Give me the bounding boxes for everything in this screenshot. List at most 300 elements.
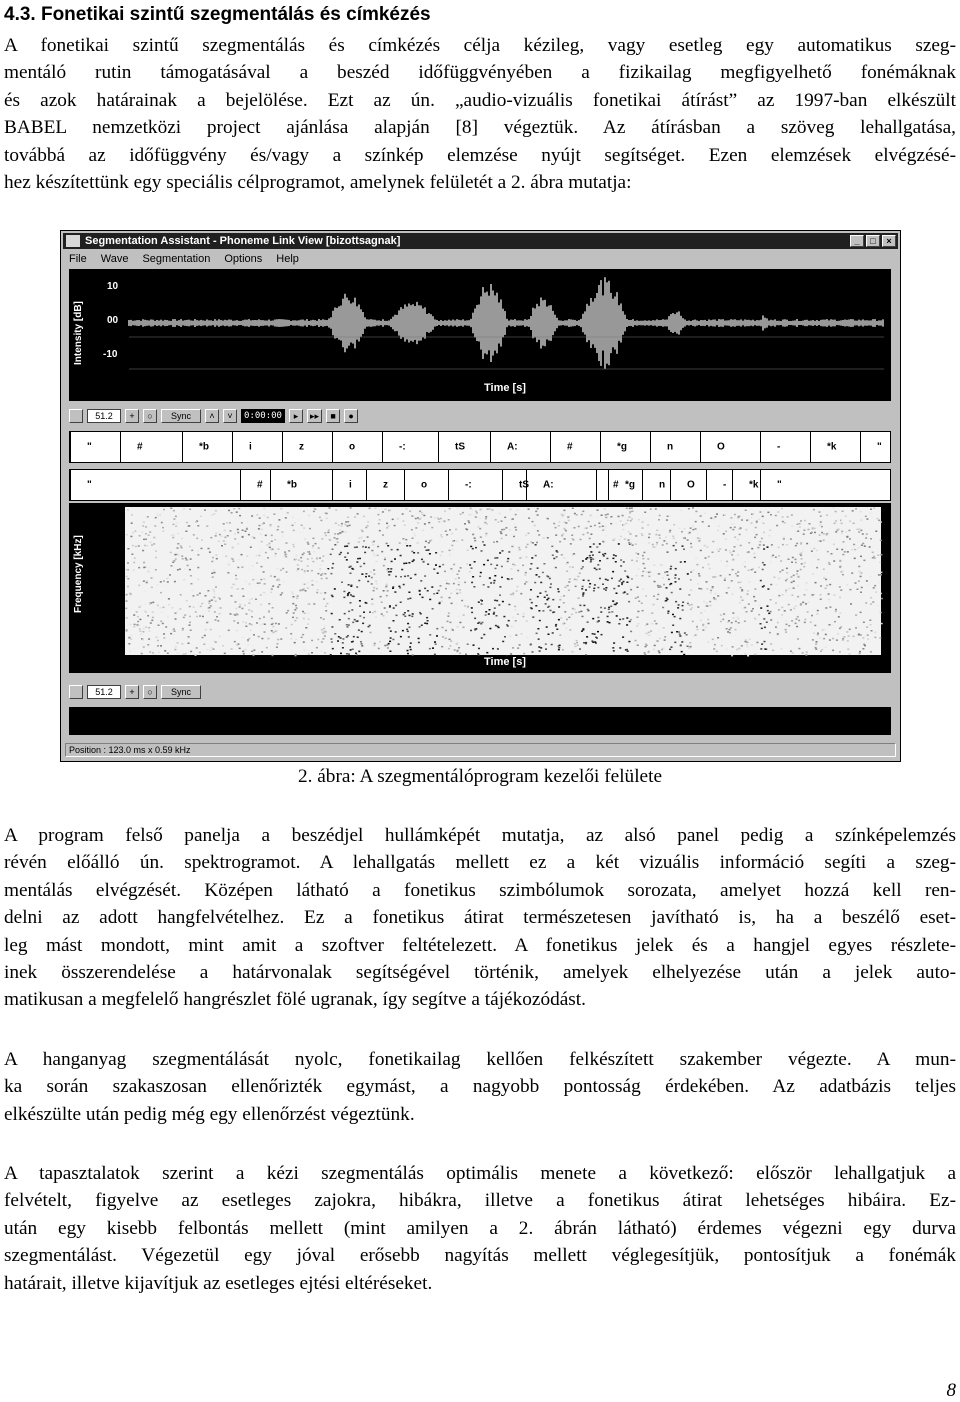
spectrogram-cell [448, 583, 450, 585]
spectrogram-cell [272, 585, 274, 587]
spectrogram-cell [275, 623, 277, 625]
phoneme-cell[interactable] [670, 470, 706, 500]
spectrogram-cell [624, 538, 626, 540]
spectrogram-cell [397, 518, 399, 520]
spectrogram-cell [574, 527, 576, 529]
spectrogram-cell [648, 652, 650, 654]
phoneme-cell[interactable] [382, 432, 438, 462]
spectrogram-cell [173, 560, 175, 562]
spectrogram-cell [871, 517, 873, 519]
spectrogram-cell [708, 525, 710, 527]
spectrogram-cell [502, 601, 504, 603]
spectrogram-cell [142, 550, 144, 552]
spectrogram-cell [463, 614, 465, 616]
spectrogram-cell [427, 590, 429, 592]
spectrogram-cell [304, 584, 306, 586]
phoneme-cell[interactable] [502, 470, 529, 500]
spectrogram-cell [400, 636, 402, 638]
spectrogram-cell [478, 648, 480, 650]
spectrogram-cell [334, 633, 336, 635]
stop-icon[interactable]: ■ [326, 409, 340, 423]
zoom-fit-button[interactable]: ○ [143, 685, 157, 699]
scroll-button[interactable] [69, 409, 83, 423]
phoneme-cell[interactable] [490, 432, 550, 462]
spectrogram-time-label: Time [s] [484, 656, 526, 668]
spectrogram-cell [559, 541, 561, 543]
spectrogram-cell [590, 534, 592, 536]
phoneme-cell[interactable] [550, 432, 600, 462]
spectrogram-cell [245, 622, 247, 624]
spectrogram-cell [481, 508, 483, 510]
spectrogram-cell [605, 535, 607, 537]
spectrogram-cell [867, 634, 869, 636]
spectrogram-cell [423, 561, 425, 563]
spectrogram-cell [447, 621, 449, 623]
phoneme-cell[interactable] [732, 470, 760, 500]
spectrogram-cell [245, 581, 247, 583]
spectrogram-cell [566, 619, 568, 621]
spectrogram-cell [841, 523, 843, 525]
spectrogram-cell [414, 574, 416, 576]
spectrogram-cell [738, 570, 740, 572]
spectrogram-cell [473, 586, 475, 588]
spectrogram-cell [251, 598, 253, 600]
phoneme-cell[interactable] [70, 470, 240, 500]
spectrogram-cell [760, 623, 762, 625]
spectrogram-cell [483, 523, 485, 525]
spectrogram-cell [406, 629, 408, 631]
spectrogram-cell [678, 578, 680, 580]
spectrogram-cell [307, 558, 309, 560]
zoom-in-button[interactable]: + [125, 409, 139, 423]
spectrogram-cell [230, 530, 232, 532]
spectrogram-cell [859, 573, 861, 575]
spectrogram-cell [637, 557, 639, 559]
spectrogram-cell [432, 608, 434, 610]
spectrogram-cell [604, 607, 606, 609]
spectrogram-cell [398, 643, 400, 645]
spectrogram-cell [389, 605, 391, 607]
spectrogram-cell [183, 579, 185, 581]
spectrogram-cell [156, 637, 158, 639]
spectrogram-cell [738, 622, 740, 624]
spectrogram-cell [486, 652, 488, 654]
spectrogram-cell [480, 536, 482, 538]
phoneme-label: *b [287, 479, 297, 491]
spectrogram-cell [267, 557, 269, 559]
spectrogram-cell [797, 570, 799, 572]
text-line: felvételt, figyelve az esetleges zajokra, hibákra, illetve a fonetikus átirat lehetséges hibáira. Ez- [4, 1190, 956, 1212]
spectrogram-cell [710, 590, 712, 592]
spectrogram-cell [515, 527, 517, 529]
spectrogram-cell [732, 594, 734, 596]
spectrogram-cell [532, 521, 534, 523]
up-icon[interactable]: ˄ [205, 409, 219, 423]
spectrogram-cell [234, 533, 236, 535]
spectrogram-cell [399, 587, 401, 589]
spectrogram-cell [151, 544, 153, 546]
spectrogram-cell [321, 629, 323, 631]
spectrogram-cell [511, 578, 513, 580]
spectrogram-cell [619, 539, 621, 541]
spectrogram-cell [474, 537, 476, 539]
phoneme-cell[interactable] [706, 470, 732, 500]
phoneme-cell[interactable] [596, 470, 619, 500]
spectrogram-cell [301, 525, 303, 527]
phoneme-row-top[interactable] [69, 431, 891, 463]
spectrogram-cell [186, 600, 188, 602]
spectrogram-cell [134, 530, 136, 532]
spectrogram-cell [690, 571, 692, 573]
spectrogram-cell [422, 514, 424, 516]
spectrogram-cell [143, 628, 145, 630]
spectrogram-cell [429, 599, 431, 601]
spectrogram-cell [581, 568, 583, 570]
spectrogram-cell [799, 523, 801, 525]
spectrogram-cell [596, 536, 598, 538]
phoneme-cell[interactable] [270, 470, 332, 500]
phoneme-cell[interactable] [404, 470, 448, 500]
record-icon[interactable]: ● [344, 409, 358, 423]
text-line: A tapasztalatok szerint a kézi szegmentálás optimális menete a következő: először lehallgatjuk a [4, 1163, 956, 1184]
phoneme-cell[interactable] [366, 470, 404, 500]
spectrogram-cell [204, 509, 206, 511]
spectrogram-cell [394, 525, 396, 527]
spectrogram-cell [292, 603, 294, 605]
spectrogram-cell [688, 508, 690, 510]
spectrogram-cell [712, 587, 714, 589]
spectrogram-cell [859, 653, 861, 655]
spectrogram-cell [272, 632, 274, 634]
spectrogram-cell [666, 571, 668, 573]
spectrogram-panel[interactable] [69, 503, 891, 673]
spectrogram-cell [829, 639, 831, 641]
spectrogram-cell [714, 576, 716, 578]
spectrogram-cell [579, 648, 581, 650]
spectrogram-cell [347, 521, 349, 523]
spectrogram-cell [177, 533, 179, 535]
spectrogram-cell [551, 644, 553, 646]
phoneme-row-bottom[interactable] [69, 469, 891, 501]
spectrogram-cell [708, 556, 710, 558]
phoneme-cell[interactable] [332, 470, 366, 500]
spectrogram-cell [589, 538, 591, 540]
spectrogram-cell [269, 547, 271, 549]
spectrogram-cell [270, 549, 272, 551]
spectrogram-cell [315, 543, 317, 545]
spectrogram-cell [875, 531, 877, 533]
phoneme-cell[interactable] [120, 432, 182, 462]
phoneme-label: *b [199, 441, 209, 453]
spectrogram-cell [539, 592, 541, 594]
spectrogram-cell [655, 508, 657, 510]
spectrogram-cell [148, 627, 150, 629]
spectrogram-cell [635, 535, 637, 537]
spectrogram-cell [228, 510, 230, 512]
spectrogram-cell [531, 602, 533, 604]
phoneme-cell[interactable] [70, 432, 120, 462]
spectrogram-cell [767, 588, 769, 590]
spectrogram-cell [628, 539, 630, 541]
spectrogram-cell [631, 578, 633, 580]
spectrogram-cell [828, 601, 830, 603]
spectrogram-cell [442, 564, 444, 566]
spectrogram-cell [742, 600, 744, 602]
phoneme-cell[interactable] [182, 432, 232, 462]
spectrogram-cell [628, 531, 630, 533]
spectrogram-cell [668, 611, 670, 613]
spectrogram-cell [176, 522, 178, 524]
spectrogram-cell [620, 520, 622, 522]
spectrogram-cell [248, 569, 250, 571]
spectrogram-cell [681, 651, 683, 653]
phoneme-cell[interactable] [526, 470, 596, 500]
spectrogram-cell [152, 611, 154, 613]
spectrogram-cell [647, 524, 649, 526]
spectrogram-cell [387, 590, 389, 592]
sync-button[interactable]: Sync [161, 409, 201, 423]
spectrogram-cell [782, 594, 784, 596]
spectrogram-cell [725, 510, 727, 512]
spectrogram-cell [235, 523, 237, 525]
spectrogram-cell [450, 593, 452, 595]
spectrogram-cell [786, 579, 788, 581]
spectrogram-cell [291, 591, 293, 593]
spectrogram-cell [710, 517, 712, 519]
spectrogram-cell [126, 594, 128, 596]
spectrogram-cell [347, 635, 349, 637]
spectrogram-cell [800, 555, 802, 557]
sync-button[interactable]: Sync [161, 685, 201, 699]
phoneme-cell[interactable] [650, 432, 700, 462]
spectrogram-cell [257, 652, 259, 654]
spectrogram-cell [261, 529, 263, 531]
spectrogram-cell [748, 570, 750, 572]
minimize-icon[interactable]: _ [850, 235, 864, 247]
zoom-in-button[interactable]: + [125, 685, 139, 699]
spectrogram-cell [831, 624, 833, 626]
spectrogram-cell [147, 516, 149, 518]
text-line: matikusan a megfelelő hangrészlet fölé ugranak, így segítve a tájékozódást. [4, 989, 586, 1011]
menu-wave[interactable]: Wave [100, 253, 129, 265]
spectrogram-cell [326, 513, 328, 515]
zoom-field[interactable]: 51.2 [87, 409, 121, 423]
spectrogram-cell [483, 584, 485, 586]
spectrogram-cell [307, 551, 309, 553]
spectrogram-cell [237, 532, 239, 534]
phoneme-cell[interactable] [332, 432, 382, 462]
spectrogram-cell [197, 579, 199, 581]
spectrogram-cell [409, 598, 411, 600]
spectrogram-cell [855, 619, 857, 621]
spectrogram-cell [708, 623, 710, 625]
phoneme-cell[interactable] [700, 432, 760, 462]
spectrogram-cell [252, 645, 254, 647]
spectrogram-cell [546, 594, 548, 596]
phoneme-label: # [613, 479, 619, 491]
spectrogram-cell [370, 651, 372, 653]
zoom-fit-button[interactable]: ○ [143, 409, 157, 423]
spectrogram-cell [828, 593, 830, 595]
spectrogram-cell [199, 593, 201, 595]
spectrogram-cell [443, 520, 445, 522]
spectrogram-cell [490, 582, 492, 584]
spectrogram-cell [736, 649, 738, 651]
spectrogram-cell [419, 518, 421, 520]
spectrogram-cell [622, 618, 624, 620]
spectrogram-cell [643, 563, 645, 565]
spectrogram-cell [139, 535, 141, 537]
spectrogram-cell [388, 571, 390, 573]
spectrogram-cell [193, 595, 195, 597]
spectrogram-cell [626, 508, 628, 510]
phoneme-cell[interactable] [232, 432, 282, 462]
spectrogram-cell [232, 558, 234, 560]
spectrogram-cell [676, 631, 678, 633]
phoneme-cell[interactable] [860, 432, 892, 462]
spectrogram-cell [163, 637, 165, 639]
spectrogram-cell [243, 653, 245, 655]
spectrogram-cell [873, 587, 875, 589]
spectrogram-cell [304, 649, 306, 651]
play-icon[interactable]: ▸ [289, 409, 303, 423]
spectrogram-cell [348, 611, 350, 613]
phoneme-cell[interactable] [760, 432, 810, 462]
spectrogram-cell [741, 622, 743, 624]
spectrogram-cell [223, 523, 225, 525]
phoneme-cell[interactable] [240, 470, 270, 500]
spectrogram-cell [822, 612, 824, 614]
spectrogram-cell [326, 518, 328, 520]
menu-help[interactable]: Help [276, 253, 299, 265]
spectrogram-cell [424, 546, 426, 548]
spectrogram-cell [190, 558, 192, 560]
menu-options[interactable]: Options [224, 253, 263, 265]
spectrogram-cell [456, 643, 458, 645]
spectrogram-cell [869, 546, 871, 548]
spectrogram-cell [274, 555, 276, 557]
spectrogram-cell [583, 580, 585, 582]
phoneme-cell[interactable] [810, 432, 860, 462]
spectrogram-cell [294, 642, 296, 644]
phoneme-cell[interactable] [448, 470, 502, 500]
spectrogram-cell [658, 630, 660, 632]
spectrogram-cell [648, 613, 650, 615]
spectrogram-cell [439, 603, 441, 605]
close-icon[interactable]: × [882, 235, 896, 247]
spectrogram-cell [519, 557, 521, 559]
spectrogram-cell [841, 549, 843, 551]
spectrogram-cell [156, 591, 158, 593]
spectrogram-cell [791, 582, 793, 584]
spectrogram-cell [585, 655, 587, 657]
spectrogram-cell [785, 620, 787, 622]
spectrogram-cell [729, 629, 731, 631]
waveform-panel[interactable] [69, 269, 891, 401]
down-icon[interactable]: ˅ [223, 409, 237, 423]
spectrogram-cell [472, 548, 474, 550]
spectrogram-cell [285, 517, 287, 519]
menu-file[interactable]: File [69, 253, 87, 265]
spectrogram-cell [619, 647, 621, 649]
spectrogram-cell [668, 579, 670, 581]
spectrogram-cell [558, 647, 560, 649]
spectrogram-cell [646, 571, 648, 573]
spectrogram-cell [195, 521, 197, 523]
spectrogram-cell [630, 589, 632, 591]
spectrogram-cell [177, 642, 179, 644]
menu-segmentation[interactable]: Segmentation [142, 253, 211, 265]
spectrogram-cell [133, 562, 135, 564]
spectrogram-cell [717, 637, 719, 639]
spectrogram-cell [728, 620, 730, 622]
spectrogram-cell [598, 523, 600, 525]
spectrogram-cell [546, 599, 548, 601]
phoneme-cell[interactable] [282, 432, 332, 462]
spectrogram-cell [870, 509, 872, 511]
spectrogram-cell [607, 616, 609, 618]
spectrogram-cell [671, 632, 673, 634]
maximize-icon[interactable]: □ [866, 235, 880, 247]
spectrogram-cell [787, 516, 789, 518]
phoneme-cell[interactable] [760, 470, 892, 500]
spectrogram-cell [740, 587, 742, 589]
spectrogram-cell [744, 621, 746, 623]
spectrogram-cell [371, 599, 373, 601]
spectrogram-cell [392, 586, 394, 588]
spectrogram-cell [326, 569, 328, 571]
spectrogram-cell [250, 630, 252, 632]
spectrogram-cell [504, 636, 506, 638]
spectrogram-cell [320, 574, 322, 576]
spectrogram-cell [363, 516, 365, 518]
spectrogram-cell [292, 593, 294, 595]
spectrogram-cell [593, 588, 595, 590]
spectrogram-cell [839, 651, 841, 653]
spectrogram-cell [332, 648, 334, 650]
spectrogram-cell [654, 620, 656, 622]
phoneme-cell[interactable] [600, 432, 650, 462]
spectrogram-cell [448, 613, 450, 615]
spectrogram-cell [637, 553, 639, 555]
spectrogram-cell [415, 527, 417, 529]
spectrogram-cell [253, 634, 255, 636]
spectrogram-cell [604, 553, 606, 555]
spectrogram-cell [662, 607, 664, 609]
scroll-button[interactable] [69, 685, 83, 699]
spectrogram-cell [572, 608, 574, 610]
spectrogram-cell [456, 589, 458, 591]
spectrogram-cell [590, 561, 592, 563]
phoneme-cell[interactable] [438, 432, 490, 462]
play-selection-icon[interactable]: ▸▸ [307, 409, 322, 423]
spectrogram-cell [850, 603, 852, 605]
phoneme-cell[interactable] [642, 470, 670, 500]
spectrogram-cell [812, 594, 814, 596]
phoneme-cell[interactable] [608, 470, 642, 500]
spectrogram-cell [783, 537, 785, 539]
spectrogram-cell [800, 520, 802, 522]
spectrogram-cell [419, 511, 421, 512]
spectrogram-cell [485, 518, 487, 520]
spectrogram-cell [230, 613, 232, 615]
spectrogram-cell [458, 582, 460, 584]
spectrogram-cell [870, 538, 872, 540]
zoom-field[interactable]: 51.2 [87, 685, 121, 699]
spectrogram-cell [413, 559, 415, 561]
spectrogram-cell [126, 534, 128, 536]
spectrogram-cell [637, 611, 639, 613]
